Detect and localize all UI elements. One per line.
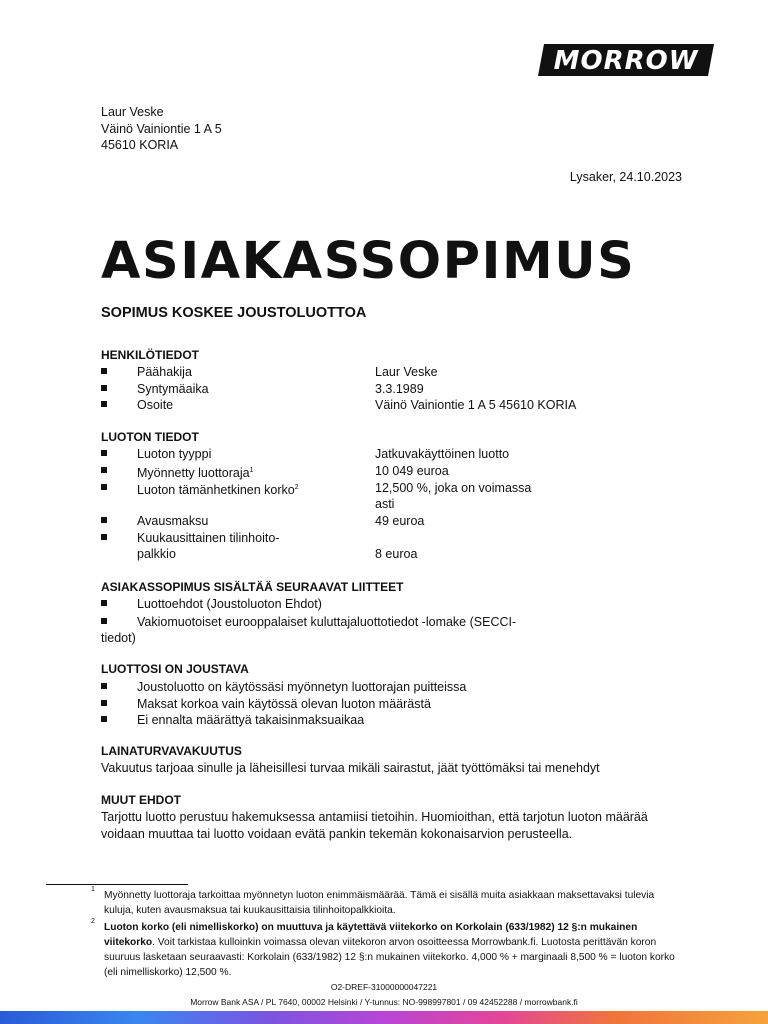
recipient-street: Väinö Vainiontie 1 A 5: [101, 121, 222, 136]
attachment-item-continuation: tiedot): [101, 631, 136, 645]
recipient-address: [101, 104, 222, 154]
footnote-divider: [46, 884, 188, 885]
footnote-2: [104, 920, 684, 980]
loan-label: palkkio: [137, 547, 176, 561]
morrow-logo: [538, 44, 714, 76]
personal-heading: HENKILÖTIEDOT: [101, 348, 199, 362]
document-title: ASIAKASSOPIMUS: [101, 232, 636, 291]
loan-value: Jatkuvakäyttöinen luotto: [375, 447, 510, 461]
loan-label: Kuukausittainen tilinhoito-: [137, 531, 280, 545]
letter-date: Lysaker, 24.10.2023: [569, 170, 682, 184]
loan-value: 8 euroa: [375, 547, 418, 561]
loan-value: asti: [375, 497, 395, 511]
bullet-icon: [101, 618, 107, 624]
recipient-postal: 45610 KORIA: [101, 138, 179, 152]
bullet-icon: [101, 600, 107, 606]
footnote-ref: 2: [294, 484, 299, 491]
loan-value: 49 euroa: [375, 514, 425, 528]
personal-value: 3.3.1989: [375, 382, 424, 396]
attachment-item: Luottoehdot (Joustoluoton Ehdot): [137, 597, 322, 611]
bullet-icon: [101, 484, 107, 490]
loan-label-credit-limit: [137, 463, 253, 482]
document-reference: O2-DREF-31000000047221: [330, 982, 438, 992]
loan-value: 12,500 %, joka on voimassa: [375, 481, 532, 495]
loan-heading: LUOTON TIEDOT: [101, 430, 199, 444]
loan-label-interest: [137, 480, 299, 499]
bullet-icon: [101, 716, 107, 722]
bullet-icon: [101, 683, 107, 689]
footnote-ref: 1: [249, 467, 254, 474]
footnote-mark: 1: [91, 886, 95, 893]
bullet-icon: [101, 401, 107, 407]
flexible-item: Ei ennalta määrättyä takaisinmaksuaikaa: [137, 713, 365, 727]
other-heading: MUUT EHDOT: [101, 793, 181, 807]
flexible-item: Joustoluotto on käytössäsi myönnetyn luottorajan puitteissa: [137, 680, 467, 694]
loan-label-text: Myönnetty luottoraja: [137, 466, 250, 480]
company-footer: Morrow Bank ASA / PL 7640, 00002 Helsinki / Y-tunnus: NO-998997801 / 09 42452288 / morrowbank.fi: [190, 997, 578, 1007]
loan-label-text: Luoton tämänhetkinen korko: [137, 483, 295, 497]
svg-text:MORROW: MORROW: [553, 46, 699, 76]
personal-label: Päähakija: [137, 365, 192, 379]
footnote-2-bold: Luoton korko (eli nimelliskorko) on muuttuva ja käytettävä viitekorko on Korkolain (633/1982) 12 §:n mukainen viitekorko: [104, 922, 638, 948]
bullet-icon: [101, 368, 107, 374]
bullet-icon: [101, 450, 107, 456]
loan-value: 10 049 euroa: [375, 464, 449, 478]
recipient-name: Laur Veske: [101, 105, 164, 119]
bullet-icon: [101, 700, 107, 706]
personal-value: Laur Veske: [375, 365, 438, 379]
insurance-heading: LAINATURVAVAKUUTUS: [101, 744, 242, 758]
bullet-icon: [101, 385, 107, 391]
loan-label: Luoton tyyppi: [137, 447, 212, 461]
loan-label: Avausmaksu: [137, 514, 209, 528]
other-text: Tarjottu luotto perustuu hakemuksessa antamiisi tietoihin. Huomioithan, että tarjotun luoton määrää voidaan muuttaa tai luotto voidaan evätä pankin tekemän kokonaisarvion perusteella.: [101, 810, 648, 841]
footer-gradient-bar: [0, 1011, 768, 1024]
footnote-mark: 2: [91, 918, 95, 925]
personal-label: Syntymäaika: [137, 382, 209, 396]
attachment-item: Vakiomuotoiset eurooppalaiset kuluttajaluottotiedot -lomake (SECCI-: [137, 615, 517, 629]
personal-value: Väinö Vainiontie 1 A 5 45610 KORIA: [375, 398, 577, 412]
bullet-icon: [101, 517, 107, 523]
insurance-text: Vakuutus tarjoaa sinulle ja läheisillesi turvaa mikäli sairastut, jäät työttömäksi tai menehdyt: [101, 761, 600, 775]
flexible-heading: LUOTTOSI ON JOUSTAVA: [101, 662, 249, 676]
footnote-1: Myönnetty luottoraja tarkoittaa myönnetyn luoton enimmäismäärää. Tämä ei sisällä muita asiakkaan maksettavaksi tulevia kuluja, kuten avausmaksua tai kuukausittaisia tilinhoitopalkkioita.: [104, 890, 655, 916]
bullet-icon: [101, 467, 107, 473]
flexible-item: Maksat korkoa vain käytössä olevan luoton määrästä: [137, 697, 431, 711]
document-subtitle: SOPIMUS KOSKEE JOUSTOLUOTTOA: [101, 305, 367, 321]
footnote-2-rest: . Voit tarkistaa kulloinkin voimassa olevan viitekoron arvon osoitteessa Morrowbank.fi. Luotosta perittävän koron suuruus lasketaan seuraavasti: Korkolain (633/1982) 12 §:n mukainen viitekorko. 4,000 % + marginaali 8,500 % = luoton korko (eli nimelliskorko) 12,500 %.: [104, 937, 675, 978]
personal-label: Osoite: [137, 398, 174, 412]
bullet-icon: [101, 534, 107, 540]
attachments-heading: ASIAKASSOPIMUS SISÄLTÄÄ SEURAAVAT LIITTEET: [101, 580, 404, 594]
